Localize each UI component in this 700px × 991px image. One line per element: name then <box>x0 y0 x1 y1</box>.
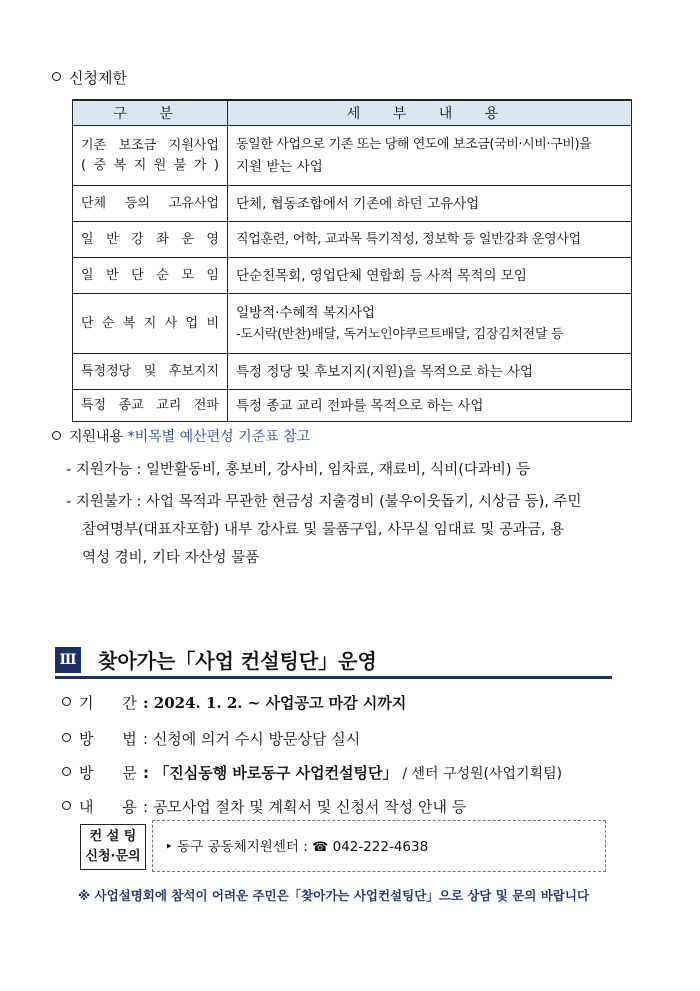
application-limits-table <box>72 99 632 422</box>
row-category: 일 반 강 좌 운 영 <box>73 222 228 258</box>
info-visit <box>62 762 562 783</box>
table-row <box>73 294 632 354</box>
info-value: : 2024. 1. 2. ~ 사업공고 마감 시까지 <box>143 694 407 712</box>
table-row <box>73 258 632 294</box>
contact-text: ‣ 동구 공동체지원센터 : <box>165 839 308 855</box>
header-category: 구 분 <box>73 100 228 126</box>
circle-bullet-icon <box>62 733 71 742</box>
contact-label <box>80 824 146 870</box>
info-value: : 공모사업 절차 및 계획서 및 신청서 작성 안내 등 <box>143 798 467 816</box>
contact-label-line1: 컨 설 팅 <box>89 829 137 844</box>
support-heading <box>52 426 310 446</box>
table-row <box>73 354 632 390</box>
table-row <box>73 186 632 222</box>
circle-bullet-icon <box>52 72 61 81</box>
table-header-row <box>73 100 632 126</box>
info-key: 내 용 <box>79 798 149 816</box>
phone-icon: ☎ <box>312 840 329 855</box>
circle-bullet-icon <box>62 767 71 776</box>
row-category <box>73 126 228 186</box>
row-detail: 직업훈련, 어학, 교과목 특기적성, 정보학 등 일반강좌 운영사업 <box>228 222 632 258</box>
support-not-allowed-3: 역성 경비, 기타 자산성 물품 <box>82 550 260 566</box>
row-category: 단체 등의 고유사업 <box>73 186 228 222</box>
circle-bullet-icon <box>62 697 71 706</box>
row-category: 특정 종교 교리 전파 <box>73 390 228 422</box>
table-row <box>73 126 632 186</box>
row-detail <box>228 294 632 354</box>
row-category: 일 반 단 순 모 임 <box>73 258 228 294</box>
info-value: : 신청에 의거 수시 방문상담 실시 <box>143 730 361 748</box>
info-key: 기 간 <box>79 694 149 712</box>
category-subtext: ( 중 복 지 원 불 가 ) <box>81 157 219 173</box>
contact-box <box>152 820 606 872</box>
support-note: *비목별 예산편성 기준표 참고 <box>127 429 311 445</box>
info-value: / 센터 구성원(사업기획팀) <box>402 766 563 782</box>
info-method <box>62 728 360 749</box>
circle-bullet-icon <box>52 431 61 440</box>
table-row <box>73 222 632 258</box>
info-content <box>62 796 466 817</box>
support-not-allowed-2: 참여명부(대표자포함) 내부 강사료 및 물품구입, 사무실 임대료 및 공과금, 용 <box>82 522 565 538</box>
section-number-badge: Ⅲ <box>55 647 81 673</box>
application-limits-heading: 신청제한 <box>52 67 127 88</box>
row-detail: 특정 종교 교리 전파를 목적으로 하는 사업 <box>228 390 632 422</box>
row-detail <box>228 126 632 186</box>
circle-bullet-icon <box>62 801 71 810</box>
detail-text: 일방적·수혜적 복지사업 <box>236 304 375 321</box>
contact-phone: 042-222-4638 <box>332 839 429 855</box>
table-row <box>73 390 632 422</box>
info-key: 방 문 <box>79 764 149 782</box>
row-category: 단 순 복 지 사 업 비 <box>73 294 228 354</box>
row-category: 특정정당 및 후보지지 <box>73 354 228 390</box>
detail-text: 동일한 사업으로 기존 또는 당해 연도에 보조금(국비·시비·구비)을 <box>236 136 592 152</box>
info-key: 방 법 <box>79 730 149 748</box>
section-title: 찾아가는「사업 컨설팅단」운영 <box>98 649 377 673</box>
header-detail: 세 부 내 용 <box>228 100 632 126</box>
support-not-allowed-1: - 지원불가 : 사업 목적과 무관한 현금성 지출경비 (불우이웃돕기, 시상금 등), 주민 <box>66 494 582 510</box>
section-divider <box>55 676 612 679</box>
detail-text-2: 지원 받는 사업 <box>236 158 323 175</box>
support-allowed: - 지원가능 : 일반활동비, 홍보비, 강사비, 임차료, 재료비, 식비(다과비) 등 <box>66 462 531 478</box>
support-heading-text: 지원내용 <box>69 429 124 445</box>
row-detail: 단순친목회, 영업단체 연합회 등 사적 목적의 모임 <box>228 258 632 294</box>
row-detail: 특정 정당 및 후보지지(지원)을 목적으로 하는 사업 <box>228 354 632 390</box>
row-detail: 단체, 협동조합에서 기존에 하던 고유사업 <box>228 186 632 222</box>
detail-text-2: -도시락(반찬)배달, 독거노인야쿠르트배달, 김장김치전달 등 <box>236 326 564 342</box>
notice-text: ※ 사업설명회에 참석이 어려운 주민은「찾아가는 사업컨설팅단」으로 상담 및 문의 바랍니다 <box>78 888 590 903</box>
info-value-bold: : 「진심동행 바로동구 사업컨설팅단」 <box>143 764 398 782</box>
category-text: 기존 보조금 지원사업 <box>81 137 219 153</box>
contact-label-line2: 신청·문의 <box>85 849 141 864</box>
info-period <box>62 692 406 713</box>
